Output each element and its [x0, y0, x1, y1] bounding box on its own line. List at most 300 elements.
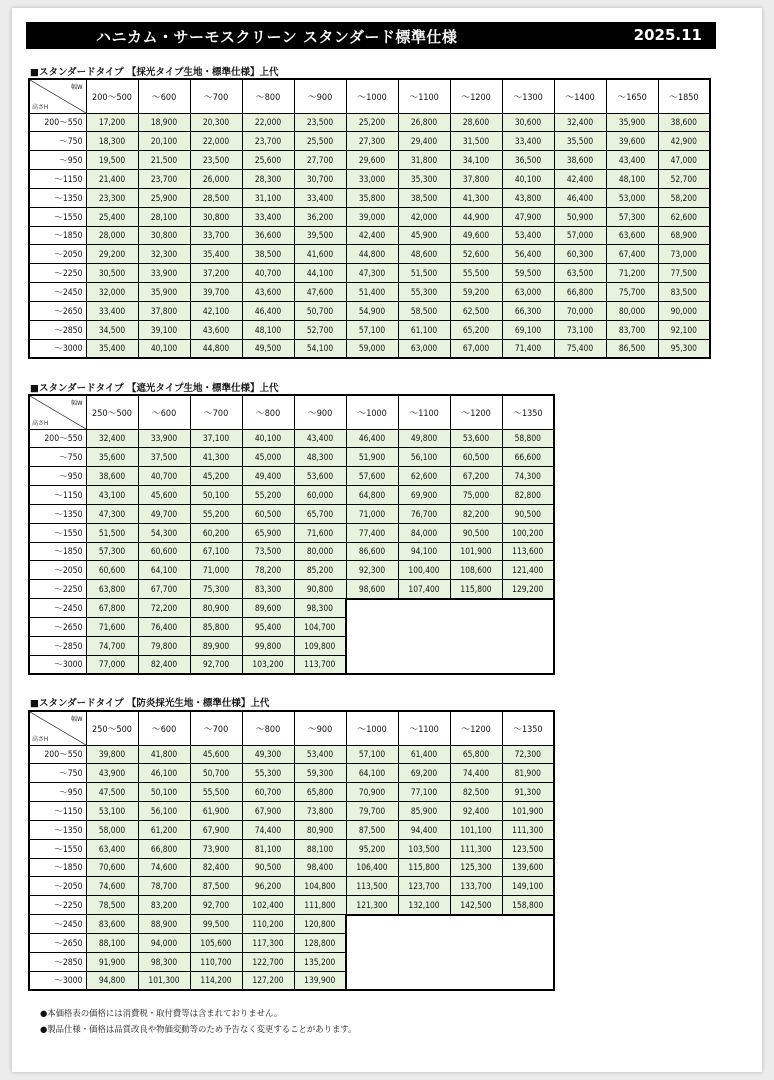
width-header: ～700 — [190, 395, 242, 429]
price-cell: 18,300 — [86, 132, 138, 151]
width-header: ～900 — [294, 395, 346, 429]
price-cell: 139,600 — [502, 858, 554, 877]
height-label: ～950 — [29, 151, 86, 170]
width-header: ～1200 — [450, 711, 502, 745]
price-cell: 27,700 — [294, 151, 346, 170]
table-row — [29, 561, 554, 580]
price-cell: 67,700 — [138, 580, 190, 599]
price-cell: 67,900 — [190, 820, 242, 839]
price-cell: 110,200 — [242, 915, 294, 934]
width-header: ～1100 — [398, 711, 450, 745]
price-cell: 117,300 — [242, 933, 294, 952]
price-cell: 125,300 — [450, 858, 502, 877]
price-cell: 81,900 — [502, 764, 554, 783]
width-header: ～700 — [190, 711, 242, 745]
width-header: ～1200 — [450, 395, 502, 429]
price-cell: 62,600 — [658, 207, 710, 226]
price-cell: 52,600 — [450, 245, 502, 264]
height-label: ～1850 — [29, 226, 86, 245]
price-cell: 22,000 — [242, 113, 294, 132]
price-cell: 68,900 — [658, 226, 710, 245]
price-cell: 89,900 — [190, 636, 242, 655]
width-header: ～900 — [294, 711, 346, 745]
price-cell: 46,400 — [346, 429, 398, 448]
price-cell: 80,000 — [606, 301, 658, 320]
table-row — [29, 877, 554, 896]
height-label: 200～550 — [29, 113, 86, 132]
price-cell: 19,500 — [86, 151, 138, 170]
price-cell: 22,000 — [190, 132, 242, 151]
price-cell: 35,500 — [554, 132, 606, 151]
price-cell: 50,100 — [138, 783, 190, 802]
price-cell: 55,200 — [190, 504, 242, 523]
height-axis-label: 高さH — [32, 103, 49, 111]
price-cell: 74,700 — [86, 636, 138, 655]
price-cell: 91,300 — [502, 783, 554, 802]
price-cell: 71,400 — [502, 339, 554, 358]
price-cell: 39,500 — [294, 226, 346, 245]
table-row — [29, 820, 554, 839]
height-label: 200～550 — [29, 745, 86, 764]
price-cell: 74,400 — [450, 764, 502, 783]
price-cell: 95,300 — [658, 339, 710, 358]
price-cell: 60,700 — [242, 783, 294, 802]
price-cell: 54,900 — [346, 301, 398, 320]
price-cell: 99,500 — [190, 915, 242, 934]
price-cell: 78,700 — [138, 877, 190, 896]
price-cell: 113,600 — [502, 542, 554, 561]
table-row — [29, 113, 710, 132]
price-cell: 67,100 — [190, 542, 242, 561]
table-row — [29, 783, 554, 802]
price-cell: 28,100 — [138, 207, 190, 226]
price-cell: 94,800 — [86, 971, 138, 990]
price-cell: 92,100 — [658, 320, 710, 339]
price-cell: 38,600 — [658, 113, 710, 132]
price-cell: 82,200 — [450, 504, 502, 523]
height-label: ～1550 — [29, 207, 86, 226]
table-row — [29, 226, 710, 245]
table-row — [29, 839, 554, 858]
price-cell: 46,400 — [554, 188, 606, 207]
price-cell: 74,600 — [138, 858, 190, 877]
price-cell: 23,700 — [242, 132, 294, 151]
price-cell: 33,400 — [86, 301, 138, 320]
width-header: ～1850 — [658, 79, 710, 113]
price-cell: 114,200 — [190, 971, 242, 990]
price-cell: 59,000 — [346, 339, 398, 358]
price-cell: 37,500 — [138, 448, 190, 467]
price-cell: 66,800 — [138, 839, 190, 858]
price-table-1 — [28, 78, 711, 359]
price-cell: 90,500 — [450, 523, 502, 542]
height-label: ～2050 — [29, 245, 86, 264]
price-cell: 44,800 — [346, 245, 398, 264]
price-cell: 88,100 — [86, 933, 138, 952]
price-cell: 31,500 — [450, 132, 502, 151]
price-cell: 38,600 — [86, 467, 138, 486]
price-cell: 71,600 — [86, 617, 138, 636]
price-cell: 66,300 — [502, 301, 554, 320]
price-cell: 76,400 — [138, 617, 190, 636]
price-cell: 85,800 — [190, 617, 242, 636]
price-cell: 82,400 — [138, 655, 190, 674]
price-cell: 39,600 — [606, 132, 658, 151]
price-cell: 42,100 — [190, 301, 242, 320]
price-cell: 78,500 — [86, 896, 138, 915]
price-cell: 101,300 — [138, 971, 190, 990]
width-axis-label: 幅W — [71, 84, 83, 91]
price-cell: 48,300 — [294, 448, 346, 467]
width-header: ～1100 — [398, 395, 450, 429]
height-label: ～2450 — [29, 283, 86, 302]
price-cell: 59,500 — [502, 264, 554, 283]
width-header: 250～500 — [86, 711, 138, 745]
price-cell: 101,100 — [450, 820, 502, 839]
price-cell: 63,000 — [398, 339, 450, 358]
price-cell: 43,100 — [86, 486, 138, 505]
height-label: ～1350 — [29, 820, 86, 839]
price-cell: 88,100 — [294, 839, 346, 858]
price-cell: 61,100 — [398, 320, 450, 339]
price-cell: 82,400 — [190, 858, 242, 877]
price-cell: 95,400 — [242, 617, 294, 636]
price-cell: 83,600 — [86, 915, 138, 934]
price-cell: 49,500 — [242, 339, 294, 358]
price-cell: 31,100 — [242, 188, 294, 207]
price-cell: 83,300 — [242, 580, 294, 599]
price-cell: 50,900 — [554, 207, 606, 226]
price-cell: 37,100 — [190, 429, 242, 448]
price-cell: 23,700 — [138, 170, 190, 189]
table-row — [29, 132, 710, 151]
price-cell: 73,500 — [242, 542, 294, 561]
price-cell: 32,300 — [138, 245, 190, 264]
price-cell: 47,900 — [502, 207, 554, 226]
price-cell: 106,400 — [346, 858, 398, 877]
price-cell: 127,200 — [242, 971, 294, 990]
price-cell: 86,500 — [606, 339, 658, 358]
table-row — [29, 486, 554, 505]
price-cell: 23,500 — [294, 113, 346, 132]
price-cell: 53,400 — [502, 226, 554, 245]
price-cell: 88,900 — [138, 915, 190, 934]
price-cell: 57,600 — [346, 467, 398, 486]
price-cell: 55,500 — [450, 264, 502, 283]
price-cell: 87,500 — [346, 820, 398, 839]
price-cell: 120,800 — [294, 915, 346, 934]
price-cell: 122,700 — [242, 952, 294, 971]
price-cell: 49,300 — [242, 745, 294, 764]
height-label: ～3000 — [29, 971, 86, 990]
price-cell: 81,100 — [242, 839, 294, 858]
width-header: ～1000 — [346, 79, 398, 113]
price-cell: 69,100 — [502, 320, 554, 339]
price-cell: 63,400 — [86, 839, 138, 858]
price-cell: 63,600 — [606, 226, 658, 245]
price-cell: 92,300 — [346, 561, 398, 580]
price-cell: 80,000 — [294, 542, 346, 561]
price-cell: 80,900 — [294, 820, 346, 839]
price-cell: 104,800 — [294, 877, 346, 896]
price-cell: 20,300 — [190, 113, 242, 132]
price-cell: 53,600 — [450, 429, 502, 448]
price-cell: 62,600 — [398, 467, 450, 486]
price-cell: 82,500 — [450, 783, 502, 802]
note-item: ●製品仕様・価格は品質改良や物価変動等のため予告なく変更することがあります。 — [40, 1024, 357, 1034]
price-cell: 53,000 — [606, 188, 658, 207]
price-cell: 67,000 — [450, 339, 502, 358]
height-label: ～2050 — [29, 561, 86, 580]
price-cell: 33,900 — [138, 429, 190, 448]
price-cell: 60,600 — [86, 561, 138, 580]
price-cell: 44,900 — [450, 207, 502, 226]
price-cell: 33,900 — [138, 264, 190, 283]
price-cell: 43,600 — [242, 283, 294, 302]
price-cell: 38,600 — [554, 151, 606, 170]
price-cell: 98,300 — [138, 952, 190, 971]
price-cell: 70,900 — [346, 783, 398, 802]
width-header: 200～500 — [86, 79, 138, 113]
price-cell: 55,500 — [190, 783, 242, 802]
price-cell: 40,100 — [502, 170, 554, 189]
price-cell: 57,300 — [606, 207, 658, 226]
width-header: ～1000 — [346, 395, 398, 429]
price-cell: 133,700 — [450, 877, 502, 896]
price-cell: 55,200 — [242, 486, 294, 505]
table-row — [29, 188, 710, 207]
price-cell: 45,600 — [190, 745, 242, 764]
price-cell: 75,300 — [190, 580, 242, 599]
price-cell: 21,500 — [138, 151, 190, 170]
price-cell: 35,900 — [138, 283, 190, 302]
price-cell: 94,400 — [398, 820, 450, 839]
price-cell: 34,500 — [86, 320, 138, 339]
price-cell: 103,500 — [398, 839, 450, 858]
price-cell: 67,800 — [86, 599, 138, 618]
corner-cell — [29, 711, 86, 745]
price-cell: 60,200 — [190, 523, 242, 542]
price-cell: 35,300 — [398, 170, 450, 189]
price-cell: 95,200 — [346, 839, 398, 858]
price-cell: 49,700 — [138, 504, 190, 523]
price-cell: 37,800 — [450, 170, 502, 189]
price-cell: 40,100 — [242, 429, 294, 448]
table-row — [29, 599, 554, 618]
price-cell: 98,400 — [294, 858, 346, 877]
height-label: ～1550 — [29, 523, 86, 542]
height-label: ～750 — [29, 132, 86, 151]
width-header: ～600 — [138, 79, 190, 113]
price-cell: 67,400 — [606, 245, 658, 264]
price-cell: 43,800 — [502, 188, 554, 207]
price-cell: 60,600 — [138, 542, 190, 561]
width-axis-label: 幅W — [71, 400, 83, 407]
table-row — [29, 170, 710, 189]
price-cell: 30,500 — [86, 264, 138, 283]
price-cell: 70,000 — [554, 301, 606, 320]
price-cell: 41,600 — [294, 245, 346, 264]
price-cell: 57,100 — [346, 320, 398, 339]
width-header: ～600 — [138, 711, 190, 745]
price-cell: 57,100 — [346, 745, 398, 764]
height-label: ～2850 — [29, 636, 86, 655]
height-label: ～750 — [29, 448, 86, 467]
price-cell: 43,400 — [294, 429, 346, 448]
title-bar — [26, 22, 716, 49]
price-cell: 80,900 — [190, 599, 242, 618]
price-cell: 30,800 — [190, 207, 242, 226]
price-cell: 47,300 — [86, 504, 138, 523]
price-cell: 72,200 — [138, 599, 190, 618]
height-axis-label: 高さH — [32, 419, 49, 427]
price-cell: 39,000 — [346, 207, 398, 226]
height-label: ～1150 — [29, 486, 86, 505]
price-cell: 33,400 — [294, 188, 346, 207]
document-title: ハニカム・サーモスクリーン スタンダード標準仕様 — [96, 28, 458, 46]
price-cell: 51,900 — [346, 448, 398, 467]
corner-cell — [29, 395, 86, 429]
price-cell: 35,800 — [346, 188, 398, 207]
price-cell: 49,600 — [450, 226, 502, 245]
price-cell: 64,800 — [346, 486, 398, 505]
width-header: ～800 — [242, 395, 294, 429]
price-cell: 65,800 — [450, 745, 502, 764]
height-label: ～2050 — [29, 877, 86, 896]
price-cell: 26,000 — [190, 170, 242, 189]
price-cell: 85,200 — [294, 561, 346, 580]
price-cell: 71,200 — [606, 264, 658, 283]
price-cell: 101,900 — [450, 542, 502, 561]
height-label: ～2650 — [29, 301, 86, 320]
price-cell: 91,900 — [86, 952, 138, 971]
price-cell: 26,800 — [398, 113, 450, 132]
price-cell: 36,200 — [294, 207, 346, 226]
price-cell: 75,400 — [554, 339, 606, 358]
price-cell: 35,600 — [86, 448, 138, 467]
price-cell: 61,400 — [398, 745, 450, 764]
price-cell: 78,200 — [242, 561, 294, 580]
price-cell: 96,200 — [242, 877, 294, 896]
height-label: ～2850 — [29, 320, 86, 339]
price-cell: 69,200 — [398, 764, 450, 783]
price-cell: 54,100 — [294, 339, 346, 358]
width-header: ～1200 — [450, 79, 502, 113]
price-cell: 50,100 — [190, 486, 242, 505]
price-cell: 86,600 — [346, 542, 398, 561]
price-cell: 71,000 — [346, 504, 398, 523]
price-cell: 20,100 — [138, 132, 190, 151]
price-cell: 46,400 — [242, 301, 294, 320]
price-cell: 52,700 — [658, 170, 710, 189]
price-cell: 31,800 — [398, 151, 450, 170]
price-cell: 47,600 — [294, 283, 346, 302]
price-cell: 43,600 — [190, 320, 242, 339]
price-cell: 100,200 — [502, 523, 554, 542]
height-label: ～1850 — [29, 542, 86, 561]
price-cell: 111,300 — [450, 839, 502, 858]
price-cell: 108,600 — [450, 561, 502, 580]
price-cell: 32,400 — [554, 113, 606, 132]
price-cell: 33,400 — [502, 132, 554, 151]
price-cell: 73,800 — [294, 802, 346, 821]
price-cell: 60,000 — [294, 486, 346, 505]
price-cell: 82,800 — [502, 486, 554, 505]
price-cell: 45,000 — [242, 448, 294, 467]
price-cell: 70,600 — [86, 858, 138, 877]
height-label: ～1150 — [29, 170, 86, 189]
price-cell: 65,900 — [242, 523, 294, 542]
price-cell: 129,200 — [502, 580, 554, 599]
price-cell: 72,300 — [502, 745, 554, 764]
height-label: ～1550 — [29, 839, 86, 858]
note-item: ●本価格表の価格には消費税・取付費等は含まれておりません。 — [40, 1008, 283, 1018]
price-cell: 90,800 — [294, 580, 346, 599]
height-label: ～2250 — [29, 580, 86, 599]
price-cell: 43,400 — [606, 151, 658, 170]
price-cell: 76,700 — [398, 504, 450, 523]
price-cell: 107,400 — [398, 580, 450, 599]
price-cell: 55,300 — [242, 764, 294, 783]
table-row — [29, 207, 710, 226]
width-header: ～900 — [294, 79, 346, 113]
price-cell: 48,100 — [242, 320, 294, 339]
empty-area — [346, 915, 554, 990]
price-cell: 77,400 — [346, 523, 398, 542]
price-cell: 30,800 — [138, 226, 190, 245]
price-cell: 29,600 — [346, 151, 398, 170]
price-cell: 60,300 — [554, 245, 606, 264]
table-row — [29, 542, 554, 561]
price-cell: 115,800 — [450, 580, 502, 599]
price-cell: 74,400 — [242, 820, 294, 839]
price-cell: 75,700 — [606, 283, 658, 302]
height-label: ～2650 — [29, 933, 86, 952]
document-date: 2025.11 — [633, 26, 702, 44]
price-cell: 135,200 — [294, 952, 346, 971]
price-cell: 28,500 — [190, 188, 242, 207]
price-cell: 99,800 — [242, 636, 294, 655]
width-header: ～1100 — [398, 79, 450, 113]
height-label: 200～550 — [29, 429, 86, 448]
price-cell: 48,600 — [398, 245, 450, 264]
price-cell: 65,200 — [450, 320, 502, 339]
price-cell: 48,100 — [606, 170, 658, 189]
price-cell: 58,500 — [398, 301, 450, 320]
price-cell: 38,500 — [242, 245, 294, 264]
price-cell: 58,000 — [86, 820, 138, 839]
height-label: ～1150 — [29, 802, 86, 821]
price-cell: 63,500 — [554, 264, 606, 283]
price-cell: 60,500 — [450, 448, 502, 467]
price-cell: 37,200 — [190, 264, 242, 283]
price-cell: 46,100 — [138, 764, 190, 783]
price-cell: 42,900 — [658, 132, 710, 151]
price-cell: 58,200 — [658, 188, 710, 207]
width-header: ～1350 — [502, 711, 554, 745]
price-cell: 74,600 — [86, 877, 138, 896]
price-cell: 73,100 — [554, 320, 606, 339]
price-cell: 28,600 — [450, 113, 502, 132]
price-cell: 64,100 — [346, 764, 398, 783]
price-cell: 43,900 — [86, 764, 138, 783]
table-row — [29, 858, 554, 877]
price-cell: 52,700 — [294, 320, 346, 339]
price-cell: 123,700 — [398, 877, 450, 896]
height-label: ～1850 — [29, 858, 86, 877]
table-row — [29, 523, 554, 542]
price-cell: 62,500 — [450, 301, 502, 320]
